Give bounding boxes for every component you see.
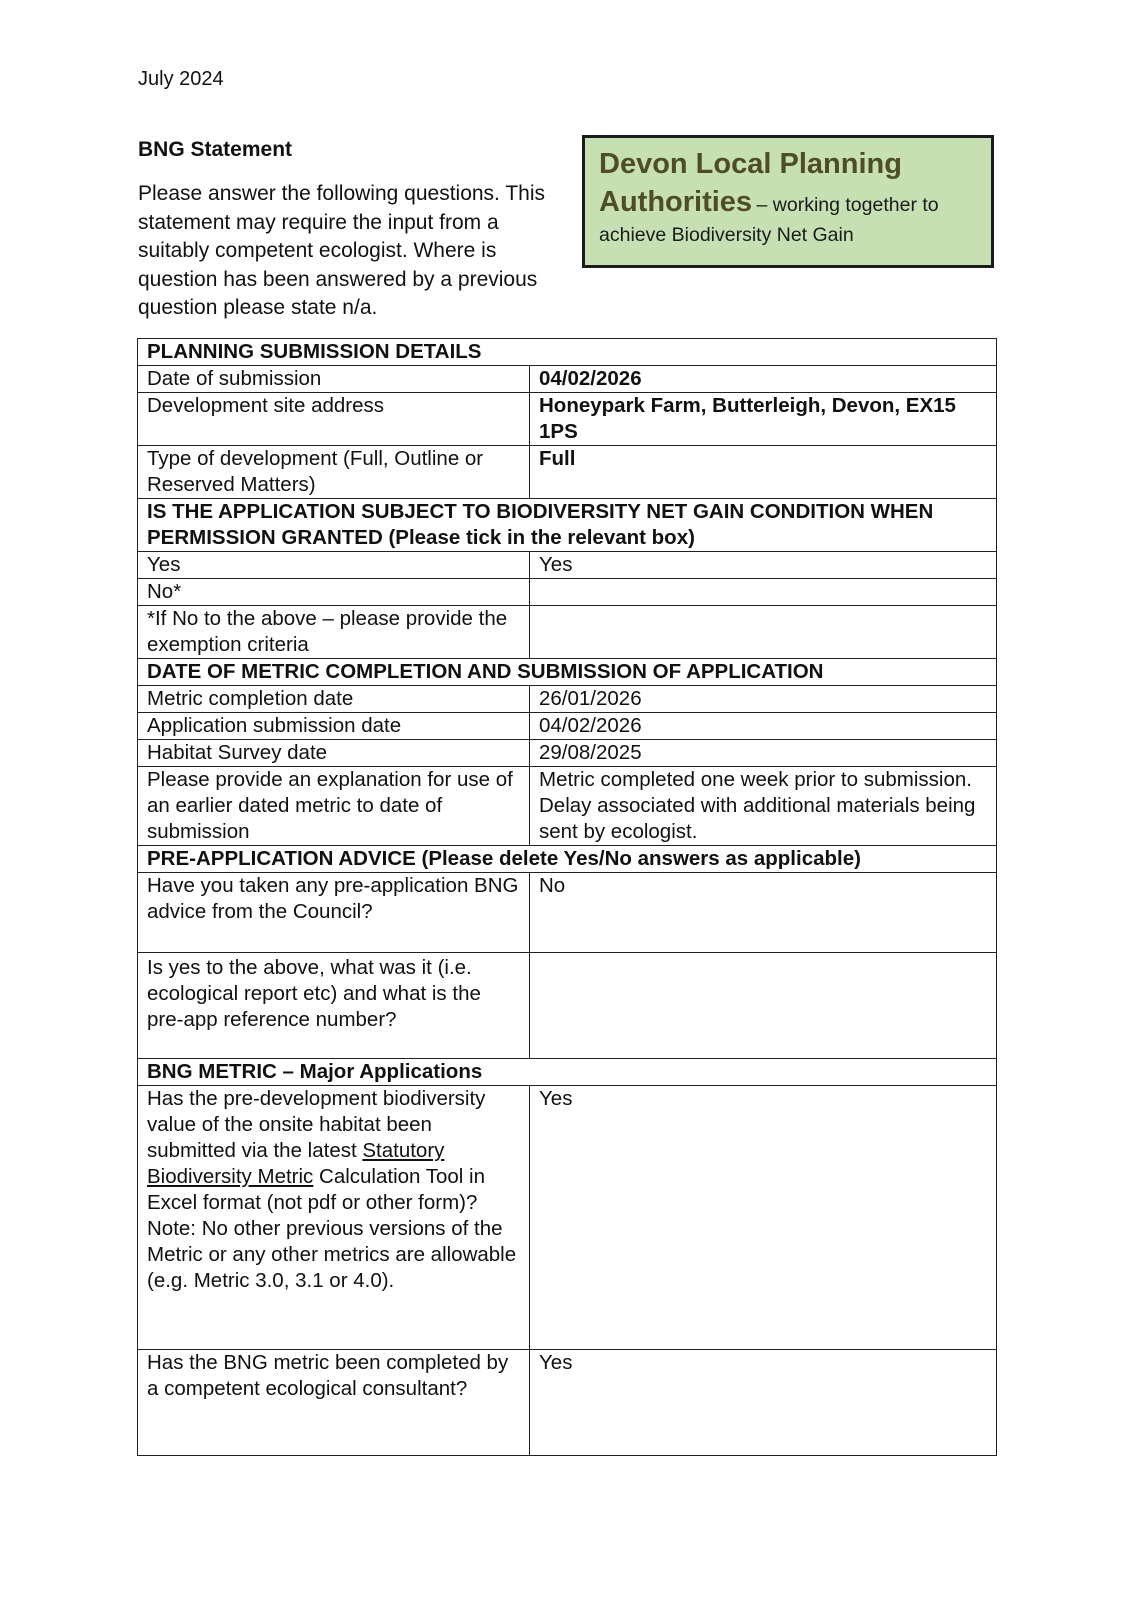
table-row bbox=[138, 1350, 997, 1456]
row-label: Application submission date bbox=[138, 713, 530, 740]
document-date: July 2024 bbox=[138, 68, 224, 90]
row-label: Type of development (Full, Outline or Reserved Matters) bbox=[138, 446, 530, 499]
row-value[interactable] bbox=[530, 953, 997, 1059]
brand-title: Devon Local Planning Authorities bbox=[599, 148, 902, 218]
table-row bbox=[138, 579, 997, 606]
row-value[interactable]: Yes bbox=[530, 1350, 997, 1456]
section-header-row bbox=[138, 659, 997, 686]
section-header-row bbox=[138, 1059, 997, 1086]
table-row bbox=[138, 1086, 997, 1350]
section-title-pre-app: PRE-APPLICATION ADVICE (Please delete Yes/No answers as applicable) bbox=[138, 846, 997, 873]
row-value[interactable]: Metric completed one week prior to submission. Delay associated with additional materials being sent by ecologist. bbox=[530, 767, 997, 846]
table-row bbox=[138, 767, 997, 846]
section-title-planning: PLANNING SUBMISSION DETAILS bbox=[138, 339, 997, 366]
document-heading: BNG Statement bbox=[138, 138, 293, 161]
section-header-row bbox=[138, 339, 997, 366]
table-row bbox=[138, 446, 997, 499]
row-label bbox=[138, 1086, 530, 1350]
row-label: Have you taken any pre-application BNG advice from the Council? bbox=[138, 873, 530, 953]
row-label: No* bbox=[138, 579, 530, 606]
bng-form-table bbox=[137, 338, 997, 1456]
row-label: Date of submission bbox=[138, 366, 530, 393]
table-row bbox=[138, 552, 997, 579]
brand-box bbox=[582, 135, 994, 268]
row-label: Is yes to the above, what was it (i.e. ecological report etc) and what is the pre-app reference number? bbox=[138, 953, 530, 1059]
row-value[interactable]: No bbox=[530, 873, 997, 953]
intro-paragraph: Please answer the following questions. This statement may require the input from a suitably competent ecologist. Where is question has been answered by a previous question please state n/a. bbox=[138, 182, 546, 319]
metric-tool-link[interactable]: Statutory Biodiversity Metric bbox=[147, 1139, 445, 1188]
table-row bbox=[138, 366, 997, 393]
question-text: Has the pre-development biodiversity value of the onsite habitat been submitted via the latest bbox=[147, 1087, 486, 1162]
row-value[interactable]: 04/02/2026 bbox=[530, 713, 997, 740]
table-row bbox=[138, 686, 997, 713]
row-label: Metric completion date bbox=[138, 686, 530, 713]
row-label: Please provide an explanation for use of an earlier dated metric to date of submission bbox=[138, 767, 530, 846]
section-title-bng-metric: BNG METRIC – Major Applications bbox=[138, 1059, 997, 1086]
row-label: Habitat Survey date bbox=[138, 740, 530, 767]
row-value[interactable] bbox=[530, 606, 997, 659]
section-title-condition: IS THE APPLICATION SUBJECT TO BIODIVERSITY NET GAIN CONDITION WHEN PERMISSION GRANTED (Please tick in the relevant box) bbox=[138, 499, 997, 552]
row-value[interactable]: 04/02/2026 bbox=[530, 366, 997, 393]
section-title-metric-dates: DATE OF METRIC COMPLETION AND SUBMISSION OF APPLICATION bbox=[138, 659, 997, 686]
row-value[interactable]: 26/01/2026 bbox=[530, 686, 997, 713]
table-row bbox=[138, 393, 997, 446]
row-label: Development site address bbox=[138, 393, 530, 446]
table-row bbox=[138, 873, 997, 953]
table-row bbox=[138, 606, 997, 659]
table-row bbox=[138, 713, 997, 740]
section-header-row bbox=[138, 846, 997, 873]
row-label: *If No to the above – please provide the exemption criteria bbox=[138, 606, 530, 659]
row-value[interactable]: Yes bbox=[530, 1086, 997, 1350]
brand-tagline: – working together to achieve Biodiversity Net Gain bbox=[599, 194, 939, 246]
row-label: Has the BNG metric been completed by a competent ecological consultant? bbox=[138, 1350, 530, 1456]
table-row bbox=[138, 953, 997, 1059]
section-header-row bbox=[138, 499, 997, 552]
row-label: Yes bbox=[138, 552, 530, 579]
question-text: Calculation Tool in Excel format (not pdf or other form)? Note: No other previous versions of the Metric or any other metrics are allowable (e.g. Metric 3.0, 3.1 or 4.0). bbox=[147, 1165, 517, 1292]
row-value[interactable] bbox=[530, 579, 997, 606]
row-value[interactable]: Honeypark Farm, Butterleigh, Devon, EX15 1PS bbox=[530, 393, 997, 446]
row-value[interactable]: Full bbox=[530, 446, 997, 499]
table-row bbox=[138, 740, 997, 767]
row-value[interactable]: Yes bbox=[530, 552, 997, 579]
row-value[interactable]: 29/08/2025 bbox=[530, 740, 997, 767]
